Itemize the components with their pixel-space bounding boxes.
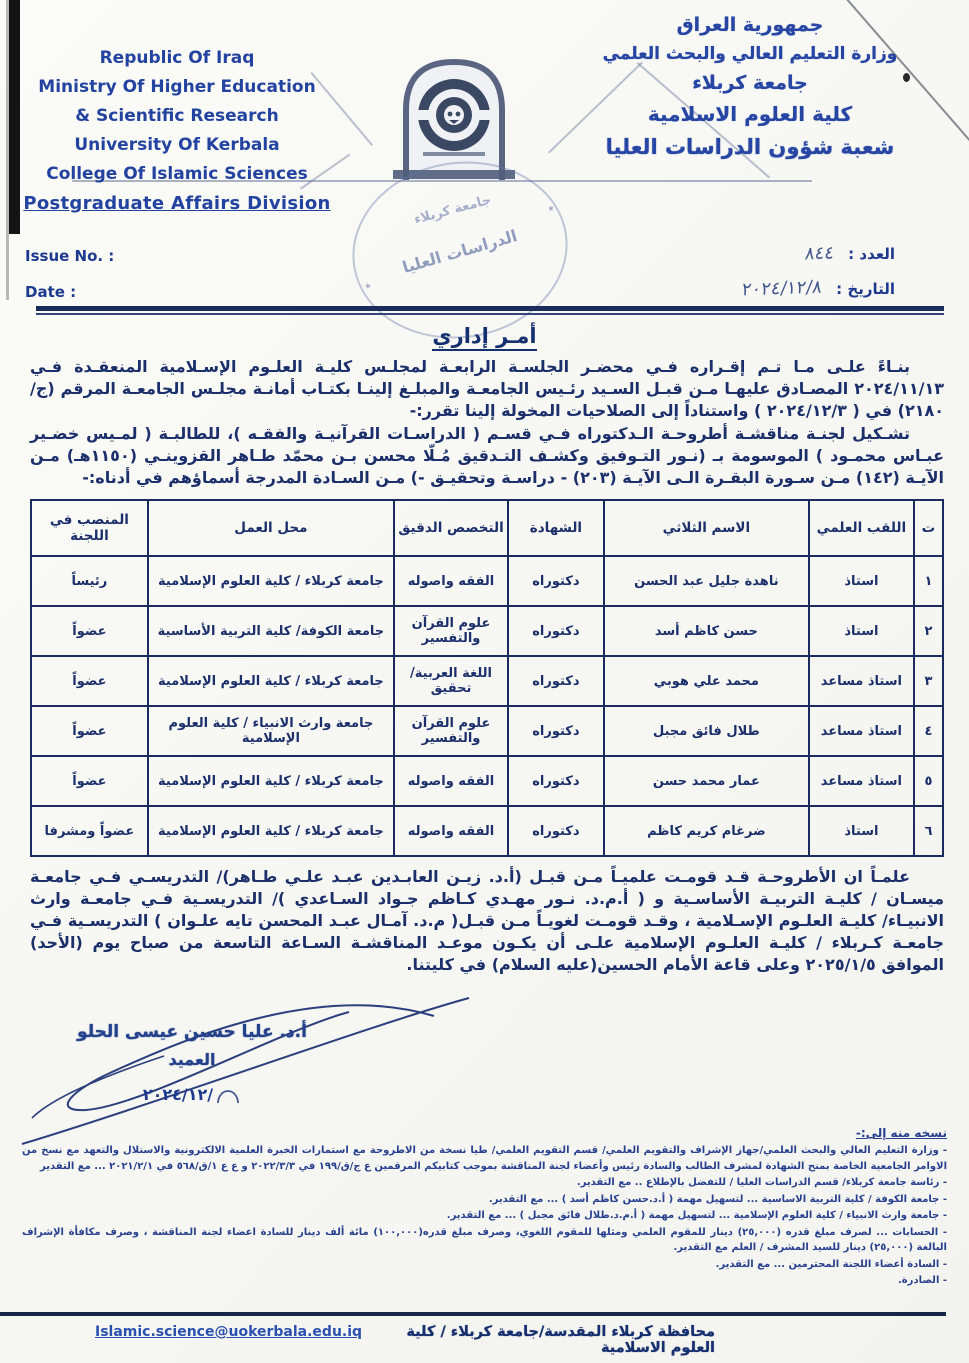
letterhead-line: & Scientific Research [75, 106, 279, 126]
paragraph-text: علمـاً ان الأطروحـة قـد قومـت علميـاً مـن قبـل (أ.د. زيـن العابـدين عبـد علـي طـاهر)/ التدريسـي فـي جامعـة ميسـان / كليـة التربيـة الأساسـية و ( أ.م.د. نـور مهـدي كـاظم جـواد السـاعدي )/ التدريسـية فـي جامعـة وارث الانبيـاء/ كليـة العلـوم الإسـلامية ، وقـد قومـت لغويـاً مـن قبـل( م.د. آمـال عبـد المحسن تايه علـوان ) التدريسـية فـي جامعـة كـربلاء / كليـة العلـوم الإسلامية علـى أن يكـون موعـد المناقشـة السـاعة التاسعة من صباح يوم (الأحد) الموافق ٢٠٢٥/١/٥ وعلى قاعة الأمام الحسين(عليه السلام) في كليتنا. [30, 867, 944, 974]
table-cell: دكتوراه [508, 656, 604, 706]
date-value-handwritten: ٢٠٢٤/١٢/٨ [741, 276, 824, 301]
signature-date-printed: ٢٠٢٤/١٢/ [142, 1084, 214, 1104]
table-cell: حسن كاظم أسد [604, 606, 809, 656]
round-stamp [340, 146, 581, 354]
table-cell: اللغة العربية/ تحقيق [394, 656, 508, 706]
table-cell: الفقه واصوله [394, 806, 508, 856]
table-row [31, 756, 943, 806]
paragraph-text: تشـكيل لجنـة مناقشـة أطروحـة الـدكتوراه فـي قسـم ( الدراسـات القرآنيـة والفقـه )، للطالبـة ( لمـيس خضـير عبـاس محمـود ) الموسومة بـ (نـور التـوفيق وكشـف التـدقيق مُـلّا محسن بـن محمّد طـاهر القزوينـي (١١٥٠هـ) مـن الآيـة (١٤٢) مـن سـورة البقـرة الـى الآيـة (٢٠٣) - دراسـة وتحقيـق -) مـن السـادة المدرجة أسماؤهم في أدناه:- [30, 424, 944, 487]
table-cell: جامعة كربلاء / كلية العلوم الإسلامية [148, 806, 394, 856]
date-label: Date : [25, 283, 77, 301]
table-cell: عضواً [31, 756, 148, 806]
table-cell: جامعة كربلاء / كلية العلوم الإسلامية [148, 656, 394, 706]
email-link[interactable]: Islamic.science@uokerbala.edu.iq [95, 1324, 363, 1340]
col-header-degree: الشهادة [508, 500, 604, 556]
table-cell: رئيساً [31, 556, 148, 606]
table-cell: جامعة كربلاء / كلية العلوم الإسلامية [148, 756, 394, 806]
letterhead-division-line: Postgraduate Affairs Division [23, 193, 331, 214]
table-cell: جامعة وارث الانبياء / كلية العلوم الإسلامية [148, 706, 394, 756]
letterhead-line: Republic Of Iraq [99, 48, 255, 68]
table-cell: محمد علي هوبي [604, 656, 809, 706]
header-rule-thin [36, 313, 944, 315]
table-cell: استاذ مساعد [809, 706, 914, 756]
table-cell: الفقه واصوله [394, 756, 508, 806]
stamp-text-main: الدراسات العليا [400, 226, 520, 278]
col-header-workplace: محل العمل [148, 500, 394, 556]
table-cell: استاذ [809, 806, 914, 856]
table-cell: دكتوراه [508, 806, 604, 856]
distribution-item: - السادة أعضاء اللجنة المحترمين ... مع التقدير. [715, 1258, 947, 1270]
footer-organization: محافظة كربلاء المقدسة/جامعة كربلاء / كلية العلوم الاسلامية [406, 1324, 715, 1356]
stamp-star: ٭ [546, 200, 556, 217]
distribution-item: - الصادرة. [897, 1275, 947, 1286]
document-title: أمـر إداري [432, 324, 536, 351]
table-cell: طلال فائق مجبل [604, 706, 809, 756]
letterhead-line: وزارة التعليم العالي والبحث العلمي [602, 44, 898, 64]
paragraph-evaluation [30, 866, 944, 976]
table-row [31, 706, 943, 756]
issue-no-label: Issue No. : [25, 247, 115, 265]
table-cell: استاذ مساعد [809, 656, 914, 706]
table-cell: دكتوراه [508, 706, 604, 756]
table-cell: عضواً [31, 656, 148, 706]
letterhead-line: University Of Kerbala [74, 135, 280, 155]
table-cell: عمار محمد حسن [604, 756, 809, 806]
issue-label-ar: العدد : [848, 245, 895, 263]
letterhead-arabic [590, 14, 910, 159]
table-cell: ضرغام كريم كاظم [604, 806, 809, 856]
table-cell: عضواً [31, 706, 148, 756]
paragraph-preamble [30, 356, 944, 422]
stamp-text-top: جامعة كربلاء [412, 192, 493, 228]
col-header-name: الاسم الثلاثي [604, 500, 809, 556]
letterhead-line: College Of Islamic Sciences [46, 164, 308, 184]
footer-rule [0, 1312, 946, 1316]
table-cell: ١ [914, 556, 943, 606]
distribution-item: - رئاسة جامعة كربلاء/ قسم الدراسات العليا / للتفضل بالإطلاع .. مع التقدير. [576, 1177, 947, 1188]
scan-edge-shadow [6, 0, 9, 300]
table-cell: ٦ [914, 806, 943, 856]
letterhead-line: Ministry Of Higher Education [38, 77, 316, 97]
distribution-heading: نسخه منه إلى:- [855, 1126, 947, 1140]
letterhead-line: جمهورية العراق [676, 14, 824, 36]
letterhead-line: كلية العلوم الاسلامية [647, 102, 853, 126]
table-cell: ٢ [914, 606, 943, 656]
table-cell: الفقه واصوله [394, 556, 508, 606]
table-cell: ٥ [914, 756, 943, 806]
distribution-item: - جامعة الكوفة / كلية التربية الاساسية ... لتسهيل مهمة ( أ.د.حسن كاظم أسد ) ... مع التقدير. [488, 1193, 947, 1205]
issue-no-row [805, 243, 895, 264]
letterhead-english [18, 44, 336, 218]
letterhead-line: شعبة شؤون الدراسات العليا [605, 135, 895, 159]
table-cell: جامعة الكوفة/ كلية التربية الأساسية [148, 606, 394, 656]
committee-table [30, 499, 944, 857]
col-header-position: المنصب في اللجنة [31, 500, 148, 556]
date-label-ar: التاريخ : [836, 280, 895, 298]
table-row [31, 656, 943, 706]
distribution-item: - وزارة التعليم العالي والبحث العلمي/جهاز الإشراف والتقويم العلمي/ قسم التقويم العلمي/ طيا نسخة من الاطروحة مع استمارات الخبرة العلمية الالكترونية والاستلال والتعهد مع نسخ من الاوامر الجامعية الخاصة بمنح الشهادة لمشرف الطالب والسادة رئيس وأعضاء لجنة المناقشة بموجب كتابيكم المرقمين ع ج/ق/١٩٩ في ٢٠٢٢/٣/٣ و ع ع ١/ق/٥٦٨ في ٢٠٢١/٢/١ ... مع التقدير [22, 1145, 947, 1172]
table-cell: استاذ مساعد [809, 756, 914, 806]
table-cell: ٣ [914, 656, 943, 706]
table-cell: ٤ [914, 706, 943, 756]
table-row [31, 806, 943, 856]
table-cell: علوم القرآن والتفسير [394, 606, 508, 656]
distribution-item: - جامعة وارث الانبياء / كلية العلوم الإسلامية ... لتسهيل مهمة ( أ.م.د.طلال فائق مجبل ) ... مع التقدير. [446, 1210, 947, 1221]
table-header-row [31, 500, 943, 556]
distribution-item: - الحسابات ... لصرف مبلغ قدره (٢٥,٠٠٠) دينار للمقوم العلمي ومثلها للمقوم اللغوي، وصرف مبلغ قدره(١٠٠,٠٠٠) مائة ألف دينار للسادة اعضاء لجنة المناقشة ، وصرف مكافأة الإشراف البالغة (٢٥,٠٠٠) دينار للسيد المشرف / العلم مع التقدير. [22, 1226, 947, 1253]
paragraph-text: بنـاءً علـى مـا تـم إقـراره فـي محضـر الجلسـة الرابعـة لمجلـس كليـة العلـوم الإسـلامية المنعقـدة فـي ٢٠٢٤/١١/١٣ المصـادق عليهـا مـن قبـل السـيد رئـيس الجامعـة والمبلـغ إلينـا بكتـاب أمانـة مجلـس الجامعـة المرقم (ج/ ٢١٨٠) في ( ٢٠٢٤/١٢/٣ ) واستناداً إلى الصلاحيات المخولة إلينا تقرر:- [30, 357, 944, 420]
col-header-index: ت [914, 500, 943, 556]
paragraph-committee [30, 423, 944, 489]
table-cell: علوم القرآن والتفسير [394, 706, 508, 756]
table-cell: دكتوراه [508, 756, 604, 806]
table-cell: عضواً [31, 606, 148, 656]
document-body [30, 356, 944, 977]
header-rule [36, 306, 944, 311]
table-row [31, 606, 943, 656]
table-cell: دكتوراه [508, 556, 604, 606]
table-cell: عضواً ومشرفا [31, 806, 148, 856]
table-cell: استاذ [809, 556, 914, 606]
signature-date [58, 1083, 326, 1105]
letterhead-line: جامعة كربلاء [692, 72, 808, 94]
col-header-academic-title: اللقب العلمي [809, 500, 914, 556]
issue-number-handwritten: ٨٤٤ [803, 242, 836, 265]
footer [95, 1324, 715, 1356]
col-header-specialization: التخصص الدقيق [394, 500, 508, 556]
date-row [742, 278, 895, 299]
handwritten-day-arc [215, 1083, 241, 1105]
stamp-star: ٭ [363, 278, 373, 295]
distribution-section [22, 1126, 947, 1290]
table-cell: جامعة كربلاء / كلية العلوم الإسلامية [148, 556, 394, 606]
signature-block [58, 1022, 326, 1105]
dean-title: العميد [168, 1050, 216, 1069]
dean-name: أ.د. عليا حسين عيسى الحلو [77, 1022, 307, 1042]
table-cell: استاذ [809, 606, 914, 656]
table-cell: دكتوراه [508, 606, 604, 656]
table-cell: ناهدة جليل عبد الحسن [604, 556, 809, 606]
table-row [31, 556, 943, 606]
